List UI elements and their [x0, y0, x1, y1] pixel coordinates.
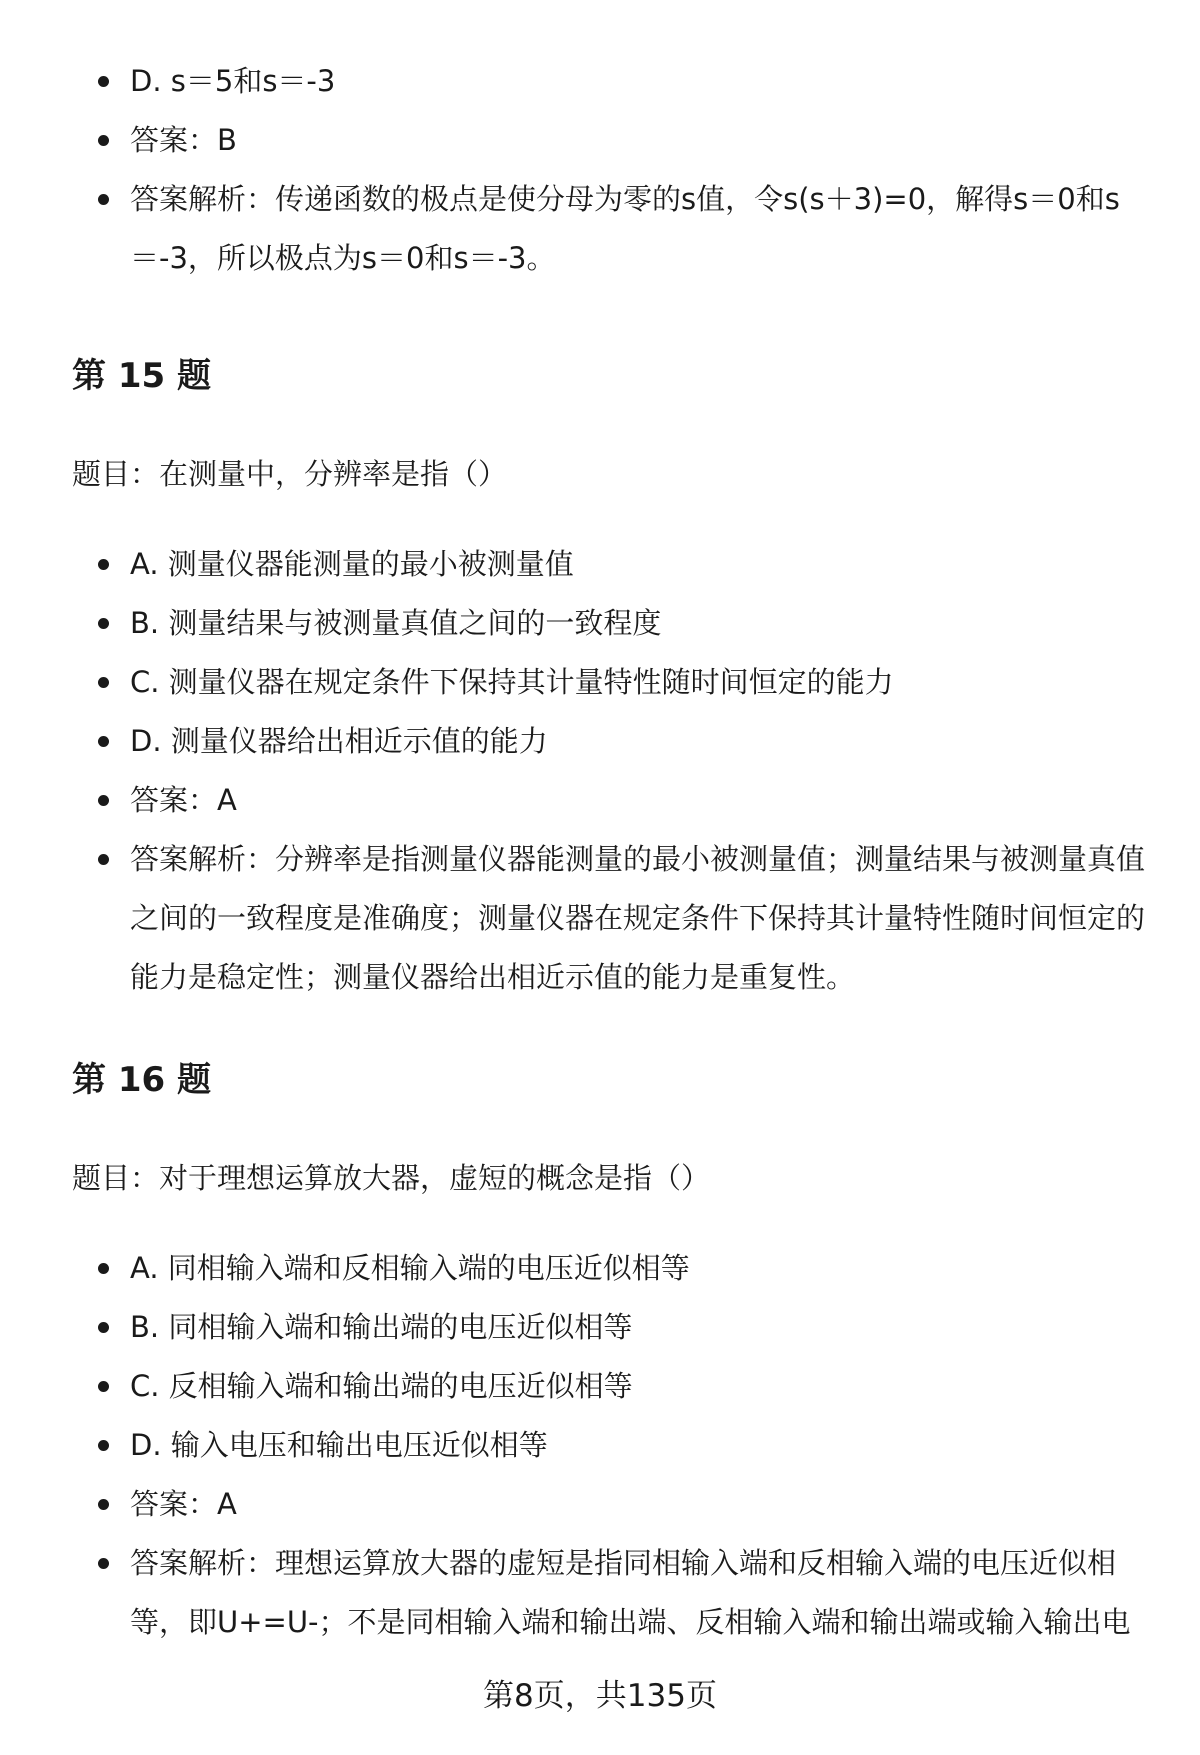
q16-option-a: A. 同相输入端和反相输入端的电压近似相等	[96, 1239, 1156, 1298]
q15-heading: 第 15 题	[72, 356, 211, 396]
q16-analysis: 答案解析：理想运算放大器的虚短是指同相输入端和反相输入端的电压近似相等，即U+=U-；不是同相输入端和输出端、反相输入端和输出端或输入输出电	[96, 1534, 1156, 1652]
q14-answer: 答案：B	[96, 111, 1156, 170]
q16-question: 题目：对于理想运算放大器，虚短的概念是指（）	[72, 1161, 711, 1195]
q15-option-d: D. 测量仪器给出相近示值的能力	[96, 712, 1156, 771]
q15-option-a: A. 测量仪器能测量的最小被测量值	[96, 535, 1156, 594]
q15-option-b: B. 测量结果与被测量真值之间的一致程度	[96, 594, 1156, 653]
q16-options-list	[96, 1239, 1156, 1652]
q14-tail-list	[96, 52, 1156, 288]
q16-answer: 答案：A	[96, 1475, 1156, 1534]
page-number-footer: 第8页，共135页	[483, 1678, 717, 1714]
q15-option-c: C. 测量仪器在规定条件下保持其计量特性随时间恒定的能力	[96, 653, 1156, 712]
q15-options-list	[96, 535, 1156, 1007]
q16-option-c: C. 反相输入端和输出端的电压近似相等	[96, 1357, 1156, 1416]
q16-option-d: D. 输入电压和输出电压近似相等	[96, 1416, 1156, 1475]
q15-question: 题目：在测量中，分辨率是指（）	[72, 457, 508, 491]
q15-analysis: 答案解析：分辨率是指测量仪器能测量的最小被测量值；测量结果与被测量真值之间的一致程度是准确度；测量仪器在规定条件下保持其计量特性随时间恒定的能力是稳定性；测量仪器给出相近示值的能力是重复性。	[96, 830, 1156, 1007]
q16-heading: 第 16 题	[72, 1060, 211, 1100]
q15-answer: 答案：A	[96, 771, 1156, 830]
q14-option-d: D. s＝5和s＝-3	[96, 52, 1156, 111]
q16-option-b: B. 同相输入端和输出端的电压近似相等	[96, 1298, 1156, 1357]
q14-analysis: 答案解析：传递函数的极点是使分母为零的s值，令s(s＋3)=0，解得s＝0和s＝-3，所以极点为s＝0和s＝-3。	[96, 170, 1156, 288]
